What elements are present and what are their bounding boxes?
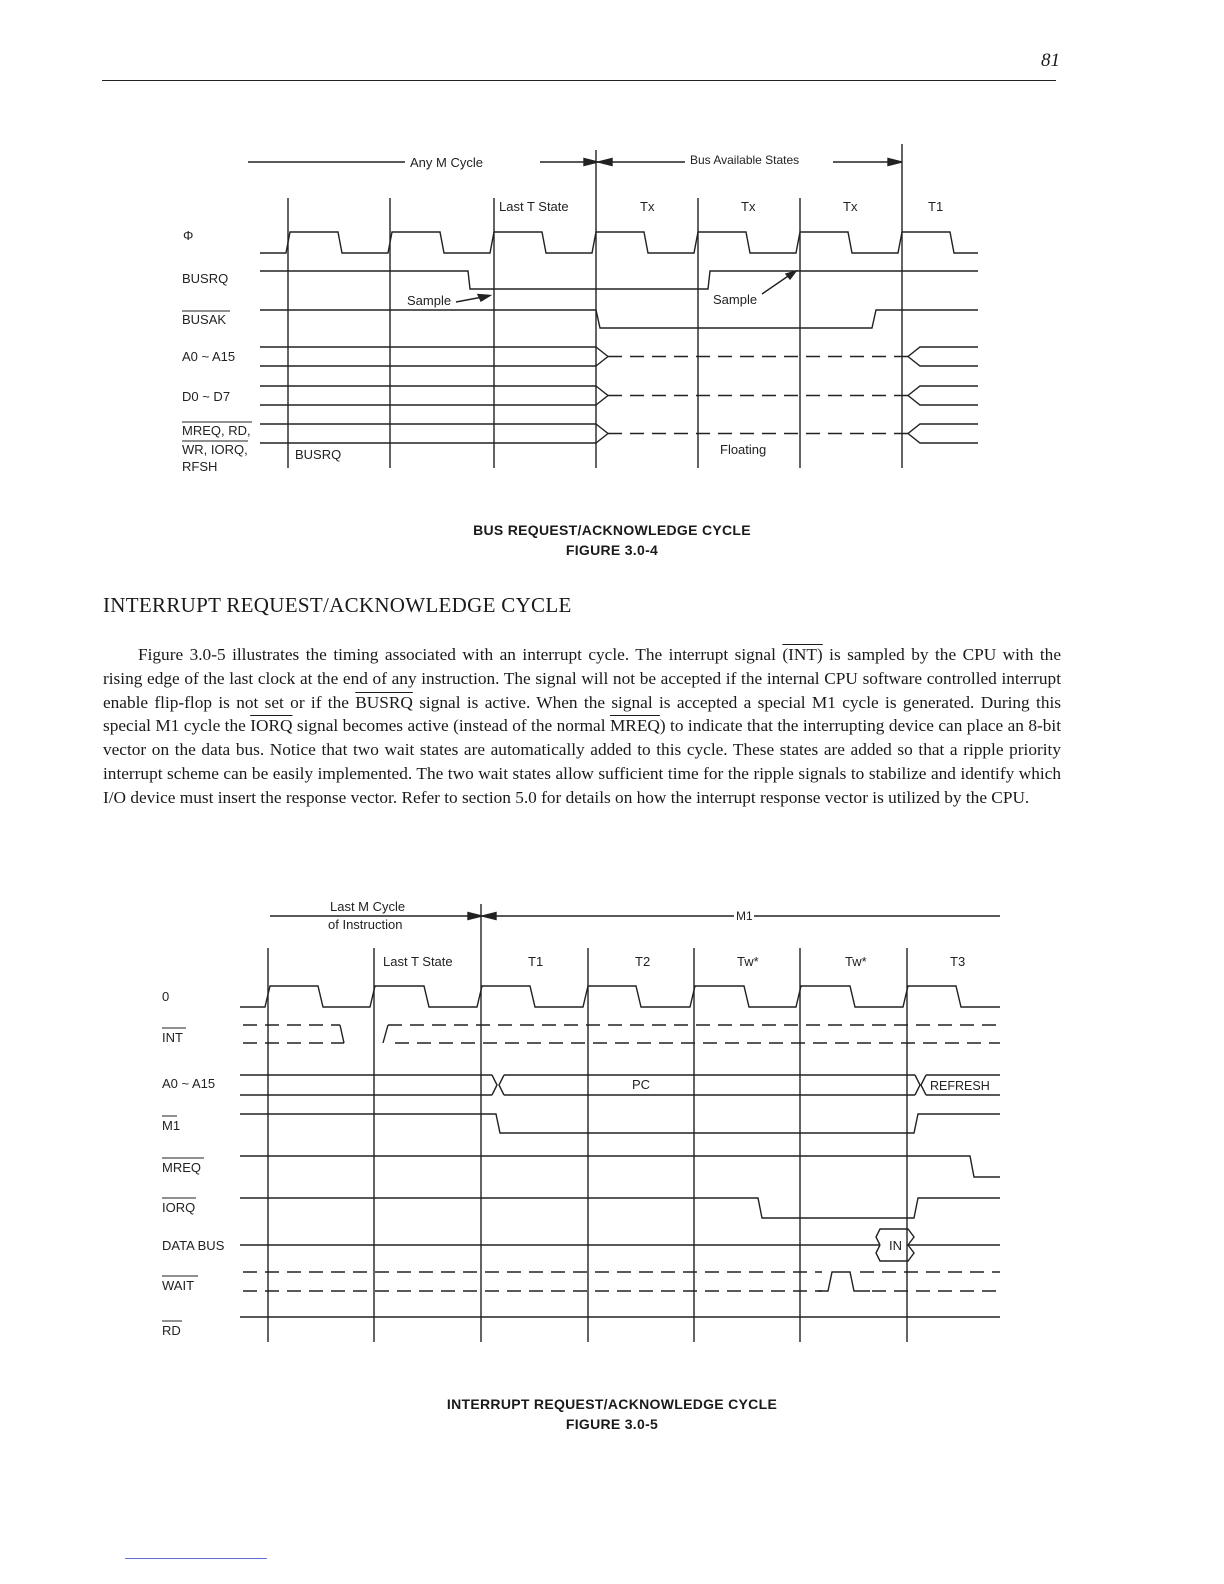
page-number: 81: [1041, 50, 1060, 71]
fig2-signal-int: INT: [162, 1030, 183, 1045]
interrupt-timing-diagram: [0, 890, 1224, 1360]
figure-3-0-5-caption: [0, 1394, 1224, 1434]
fig2-signal-addr: A0 ~ A15: [162, 1076, 216, 1091]
fig2-in-label: IN: [889, 1238, 902, 1253]
bus-request-timing-diagram: [0, 130, 1224, 480]
fig2-signal-iorq: IORQ: [162, 1200, 196, 1215]
fig1-signal-ctrl-2: WR, IORQ,: [182, 442, 248, 457]
header-rule: [102, 80, 1056, 81]
fig2-state-t3: T3: [950, 954, 966, 969]
fig2-signal-databus: DATA BUS: [162, 1238, 225, 1253]
fig2-state-tw-1: Tw*: [737, 954, 759, 969]
fig2-state-t2: T2: [635, 954, 651, 969]
fig1-signal-clock: Φ: [183, 228, 194, 243]
fig1-state-last-t: Last T State: [499, 199, 569, 214]
caption-figure-number: FIGURE 3.0-5: [565, 1416, 659, 1432]
fig1-sample-2: Sample: [713, 292, 758, 307]
fig2-signal-wait: WAIT: [162, 1278, 195, 1293]
busrq-signal: BUSRQ: [355, 692, 413, 712]
fig1-busrq-label: BUSRQ: [295, 447, 342, 462]
fig1-state-tx-2: Tx: [741, 199, 756, 214]
fig1-state-t1: T1: [928, 199, 944, 214]
fig2-signal-clock: 0: [162, 989, 170, 1004]
body-paragraph: Figure 3.0-5 illustrates the timing associated with an interrupt cycle. The interrupt signal (INT) is sampled by the CPU with the rising edge of the last clock at the end of any instruction. The signal will not be accepted if the internal CPU software controlled interrupt enable flip-flop is not set or if the BUSRQ signal is active. When the signal is accepted a special M1 cycle is generated. During this special M1 cycle the IORQ signal becomes active (instead of the normal MREQ) to indicate that the interrupting device can place an 8-bit vector on the data bus. Notice that two wait states are automatically added to this cycle. These states are added so that a ripple priority interrupt scheme can be easily implemented. The two wait states allow sufficient time for the ripple signals to stabilize and identify which I/O device must insert the response vector. Refer to section 5.0 for details on how the interrupt response vector is utilized by the CPU.: [103, 645, 1061, 807]
fig1-header-bus-available: Bus Available States: [690, 153, 800, 167]
fig1-state-tx-1: Tx: [640, 199, 655, 214]
fig1-signal-ctrl-1: MREQ, RD,: [182, 423, 251, 438]
section-heading: INTERRUPT REQUEST/ACKNOWLEDGE CYCLE: [103, 593, 572, 617]
fig1-header-any-m-cycle: Any M Cycle: [410, 155, 483, 170]
fig2-header-m1: M1: [736, 909, 753, 923]
fig1-sample-1: Sample: [407, 293, 452, 308]
caption-title: INTERRUPT REQUEST/ACKNOWLEDGE CYCLE: [446, 1396, 778, 1412]
fig2-header-last-m-cycle-2: of Instruction: [328, 917, 403, 932]
fig1-signal-busrq: BUSRQ: [182, 271, 229, 286]
fig2-signal-mreq: MREQ: [162, 1160, 201, 1175]
fig2-pc-label: PC: [632, 1077, 651, 1092]
mreq-signal: MREQ: [609, 716, 660, 736]
caption-figure-number: FIGURE 3.0-4: [565, 542, 659, 558]
figure-3-0-4-caption: [0, 520, 1224, 560]
fig2-header-last-m-cycle-1: Last M Cycle: [330, 899, 406, 914]
iorq-signal: IORQ: [250, 716, 293, 736]
fig2-state-t1: T1: [528, 954, 544, 969]
fig1-signal-busak: BUSAK: [182, 312, 227, 327]
fig2-signal-m1: M1: [162, 1118, 181, 1133]
fig2-state-last-t: Last T State: [383, 954, 453, 969]
fig1-signal-ctrl-3: RFSH: [182, 459, 218, 474]
fig1-floating-label: Floating: [720, 442, 767, 457]
int-signal: (INT): [782, 645, 823, 664]
fig1-signal-addr: A0 ~ A15: [182, 349, 236, 364]
fig1-state-tx-3: Tx: [843, 199, 858, 214]
fig1-signal-data: D0 ~ D7: [182, 389, 231, 404]
fig2-signal-rd: RD: [162, 1323, 181, 1338]
caption-title: BUS REQUEST/ACKNOWLEDGE CYCLE: [473, 522, 751, 538]
fig2-state-tw-2: Tw*: [845, 954, 867, 969]
fig2-refresh-label: REFRESH: [930, 1079, 990, 1093]
footer-rule: [125, 1558, 267, 1559]
